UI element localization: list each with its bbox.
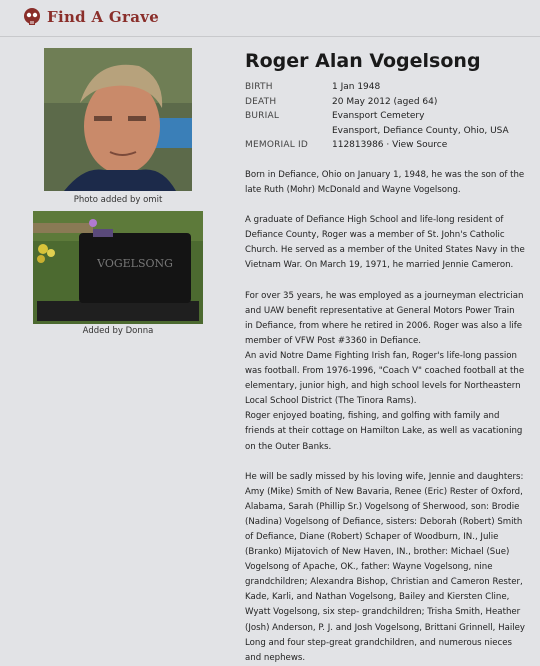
site-header — [0, 0, 540, 37]
headstone-photo[interactable] — [33, 211, 203, 324]
burial-cemetery[interactable]: Evansport Cemetery — [332, 111, 425, 121]
memorial-photo[interactable] — [44, 48, 192, 191]
bio-paragraph: Roger enjoyed boating, fishing, and golfing with family and friends at their cottage on Hamilton Lake, as well as vacationing on the Outer Banks. — [245, 411, 523, 452]
site-logo[interactable] — [22, 7, 159, 27]
birth-row — [245, 80, 509, 95]
logo-text: Find A Grave — [47, 8, 160, 26]
death-row — [245, 95, 509, 110]
bio-paragraph: An avid Notre Dame Fighting Irish fan, Roger's life-long passion was football. From 1976-1996, "Coach V" coached football at the elementary, junior high, and high school levels for Northeastern Local School District (The Tinora Rams). — [245, 350, 525, 407]
headstone-caption: Added by Donna — [82, 326, 154, 336]
burial-row — [245, 109, 509, 124]
memorial-id-value: 112813986 — [332, 140, 384, 150]
view-source-link[interactable]: View Source — [392, 140, 448, 150]
memorial-id-row — [245, 138, 509, 153]
memorial-facts — [245, 80, 509, 153]
bio-paragraph: For over 35 years, he was employed as a journeyman electrician and UAW benefit representative at General Motors Power Train in Defiance, from where he retired in 2006. Roger was also a life member of VFW Post #3360 in Defiance. — [245, 290, 524, 346]
birth-label: BIRTH — [245, 82, 273, 92]
memorial-name: Roger Alan Vogelsong — [245, 50, 481, 72]
biography — [245, 168, 525, 666]
memorial-id-label: MEMORIAL ID — [245, 140, 309, 150]
bio-paragraph: A graduate of Defiance High School and life-long resident of Defiance County, Roger was a member of St. John's Catholic Church. He served as a member of the United States Navy in the Vietnam War. On March 19, 1971, he married Jennie Cameron. — [245, 215, 525, 271]
headstone-inscription: VOGELSONG — [97, 257, 173, 270]
id-separator: · — [383, 140, 393, 150]
death-label: DEATH — [245, 96, 277, 107]
photo-caption: Photo added by omit — [73, 195, 163, 205]
burial-location: Evansport, Defiance County, Ohio, USA — [332, 125, 509, 136]
findagrave-skull-icon — [22, 7, 42, 27]
bio-paragraph: Born in Defiance, Ohio on January 1, 1948, he was the son of the late Ruth (Mohr) McDonald and Wayne Vogelsong. — [245, 170, 525, 196]
burial-label: BURIAL — [245, 111, 280, 121]
birth-value: 1 Jan 1948 — [332, 82, 381, 92]
death-value: 20 May 2012 (aged 64) — [332, 96, 438, 107]
burial-location-row — [245, 124, 509, 139]
bio-paragraph: He will be sadly missed by his loving wife, Jennie and daughters: Amy (Mike) Smith of New Bavaria, Renee (Eric) Rester of Oxford, Alabama, Sarah (Phillip Sr.) Vogelsong of Sherwood, son: Brodie (Nadina) Vogelsong of Defiance, sisters: Deborah (Robert) Smith of Defiance, Diane (Robert) Schaper of Woodburn, IN., Julie (Branko) Mijatovich of New Haven, IN., brother: Michael (Sue) Vogelsong of Apache, OK., father: Wayne Vogelsong, nine grandchildren; Alexandra Bishop, Christian and Cameron Rester, Kade, Karli, and Nathan Vogelsong, Bailey and Kiersten Cline, Wyatt Vogelsong, six step- grandchildren; Trisha Smith, Heather (Josh) Anderson, P. J. and Josh Vogelsong, Brittani Grinnell, Hailey Long and four step-great grandchildren, and numerous nieces and nephews. — [245, 471, 526, 663]
